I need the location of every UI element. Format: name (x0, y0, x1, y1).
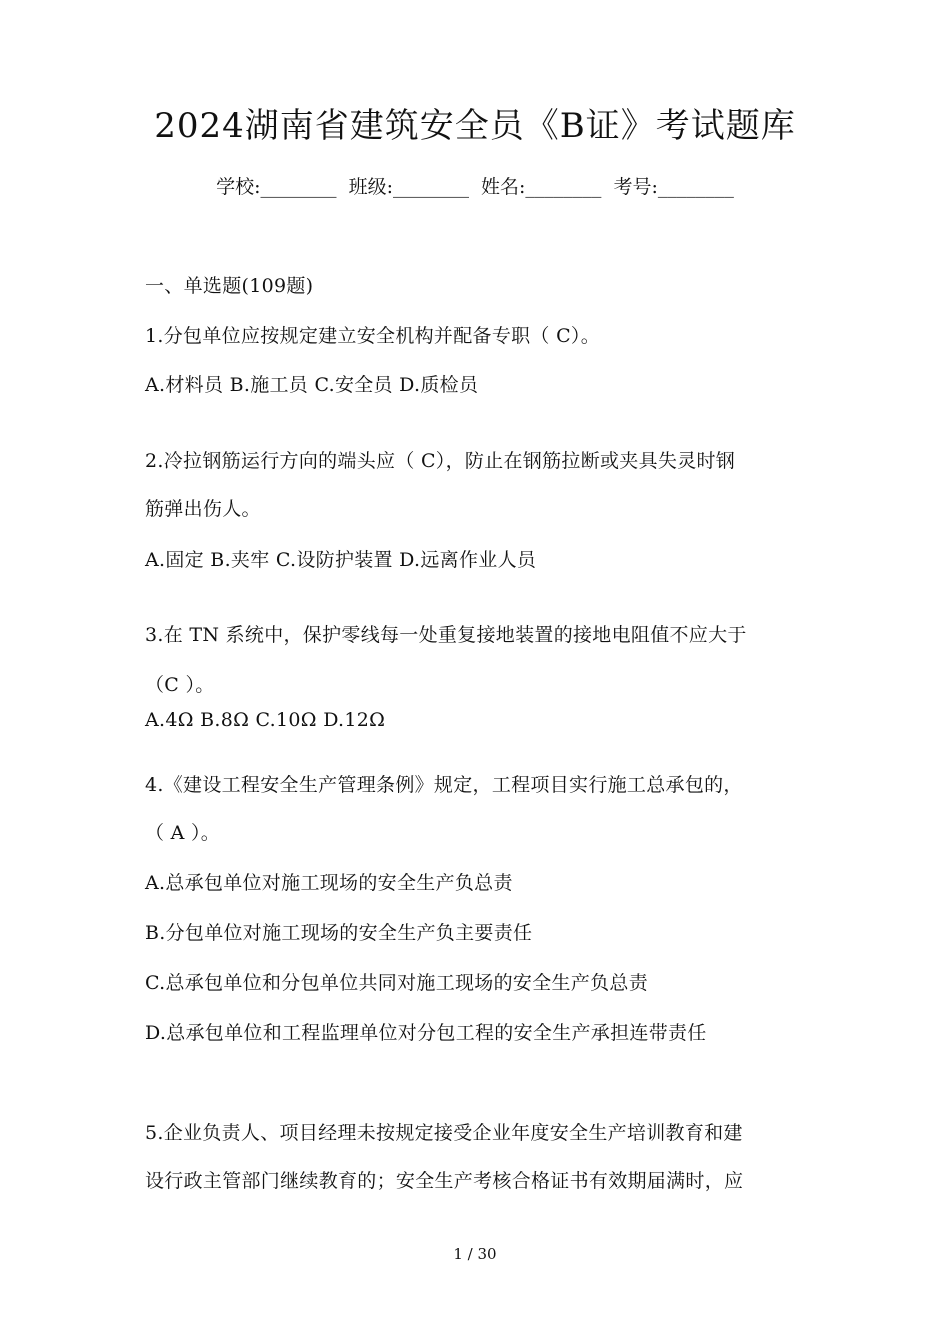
question-1-options: A.材料员 B.施工员 C.安全员 D.质检员 (145, 374, 479, 396)
question-4-option-d: D.总承包单位和工程监理单位对分包工程的安全生产承担连带责任 (145, 1022, 707, 1044)
exam-number-field: 考号:________ (613, 176, 734, 198)
question-2-text-cont: 筋弹出伤人。 (145, 498, 261, 520)
section-heading: 一、单选题(109题) (145, 275, 314, 297)
class-field: 班级:________ (348, 176, 469, 198)
question-5-text: 5.企业负责人、项目经理未按规定接受企业年度安全生产培训教育和建 (145, 1122, 743, 1144)
question-2-text: 2.冷拉钢筋运行方向的端头应（ C），防止在钢筋拉断或夹具失灵时钢 (145, 450, 736, 472)
question-3-text-cont: （C ）。 (145, 674, 215, 696)
question-2-options: A.固定 B.夹牢 C.设防护装置 D.远离作业人员 (145, 549, 537, 571)
document-title: 2024湖南省建筑安全员《B证》考试题库 (154, 106, 796, 146)
question-5-text-cont: 设行政主管部门继续教育的；安全生产考核合格证书有效期届满时，应 (145, 1170, 744, 1192)
question-4-option-b: B.分包单位对施工现场的安全生产负主要责任 (145, 922, 533, 944)
question-4-option-a: A.总承包单位对施工现场的安全生产负总责 (145, 872, 513, 894)
student-info-row (0, 172, 950, 202)
name-field: 姓名:________ (481, 176, 602, 198)
question-3-text: 3.在 TN 系统中，保护零线每一处重复接地装置的接地电阻值不应大于 (145, 624, 747, 646)
school-field: 学校:________ (216, 176, 337, 198)
question-1-text: 1.分包单位应按规定建立安全机构并配备专职（ C）。 (145, 325, 601, 347)
question-3-options: A.4Ω B.8Ω C.10Ω D.12Ω (145, 709, 386, 731)
question-4-text-cont: （ A ）。 (145, 822, 221, 844)
question-4-text: 4.《建设工程安全生产管理条例》规定，工程项目实行施工总承包的， (145, 774, 743, 796)
page-number: 1 / 30 (453, 1245, 497, 1263)
question-4-option-c: C.总承包单位和分包单位共同对施工现场的安全生产负总责 (145, 972, 649, 994)
